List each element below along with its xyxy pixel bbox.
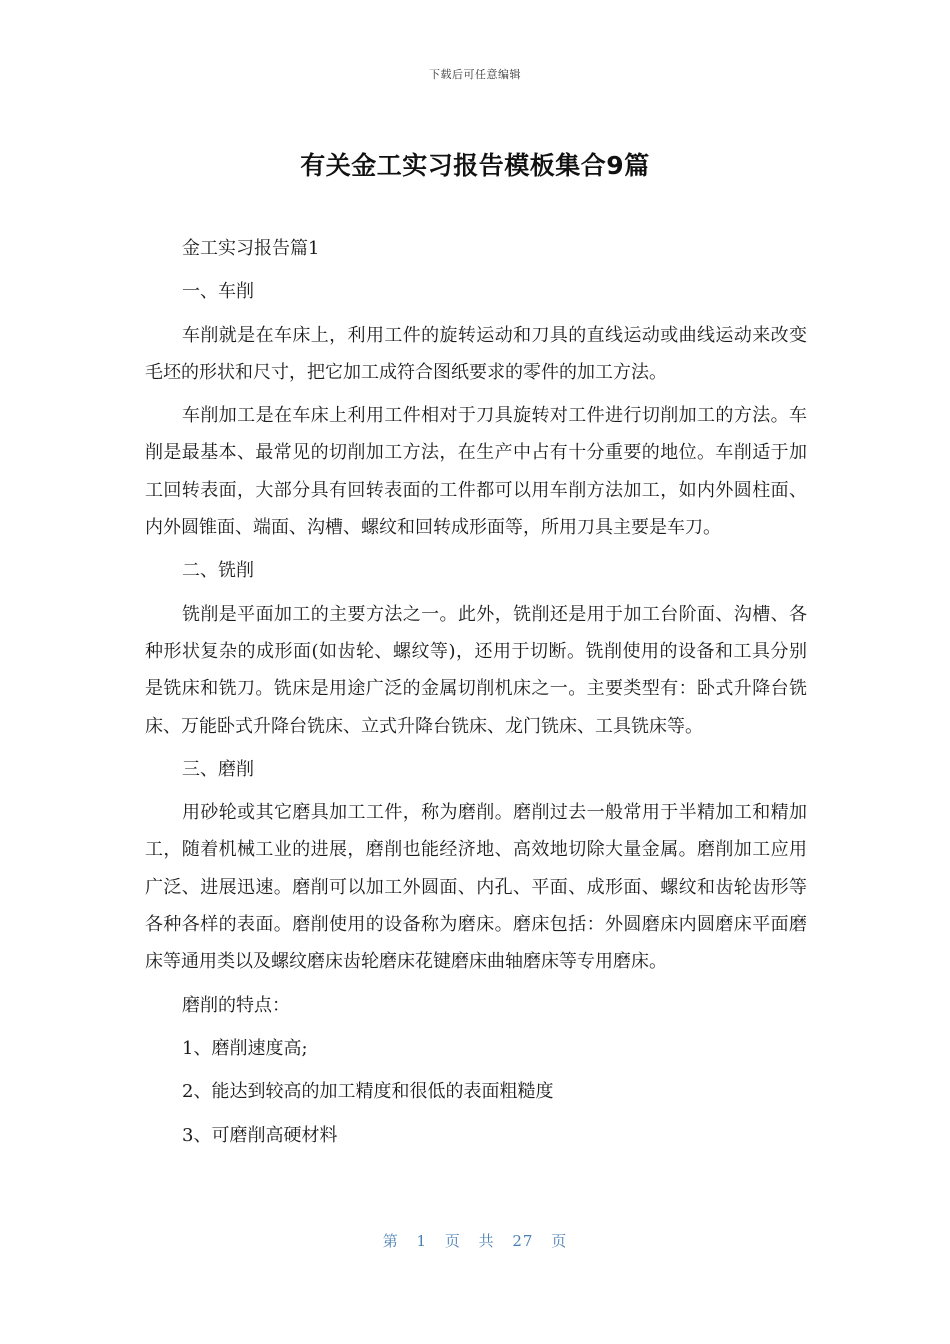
subsection-heading: 三、磨削 [182,758,254,780]
document-body [145,230,807,1160]
header-note: 下载后可任意编辑 [429,68,521,81]
document-title: 有关金工实习报告模板集合9篇 [300,151,650,180]
list-item: 2、能达到较高的加工精度和很低的表面粗糙度 [182,1081,554,1103]
list-item: 3、可磨削高硬材料 [182,1124,338,1146]
body-paragraph: 车削加工是在车床上利用工件相对于刀具旋转对工件进行切削加工的方法。车削是最基本、最常见的切削加工方法，在生产中占有十分重要的地位。车削适于加工回转表面，大部分具有回转表面的工件都可以用车削方法加工，如内外圆柱面、内外圆锥面、端面、沟槽、螺纹和回转成形面等，所用刀具主要是车刀。 [145,405,807,539]
list-item: 1、磨削速度高; [182,1037,308,1059]
body-paragraph: 车削就是在车床上，利用工件的旋转运动和刀具的直线运动或曲线运动来改变毛坯的形状和尺寸，把它加工成符合图纸要求的零件的加工方法。 [145,324,807,383]
subsection-heading: 一、车削 [182,281,254,303]
subsection-heading: 二、铣削 [182,560,254,582]
body-paragraph: 铣削是平面加工的主要方法之一。此外，铣削还是用于加工台阶面、沟槽、各种形状复杂的成形面(如齿轮、螺纹等)，还用于切断。铣削使用的设备和工具分别是铣床和铣刀。铣床是用途广泛的金属切削机床之一。主要类型有：卧式升降台铣床、万能卧式升降台铣床、立式升降台铣床、龙门铣床、工具铣床等。 [145,603,807,737]
body-paragraph: 用砂轮或其它磨具加工工件，称为磨削。磨削过去一般常用于半精加工和精加工，随着机械工业的进展，磨削也能经济地、高效地切除大量金属。磨削加工应用广泛、进展迅速。磨削可以加工外圆面、内孔、平面、成形面、螺纹和齿轮齿形等各种各样的表面。磨削使用的设备称为磨床。磨床包括：外圆磨床内圆磨床平面磨床等通用类以及螺纹磨床齿轮磨床花键磨床曲轴磨床等专用磨床。 [145,802,807,973]
list-heading: 磨削的特点： [182,994,290,1016]
page-footer: 第 1 页 共 27 页 [382,1232,568,1250]
section-heading: 金工实习报告篇1 [182,238,320,259]
